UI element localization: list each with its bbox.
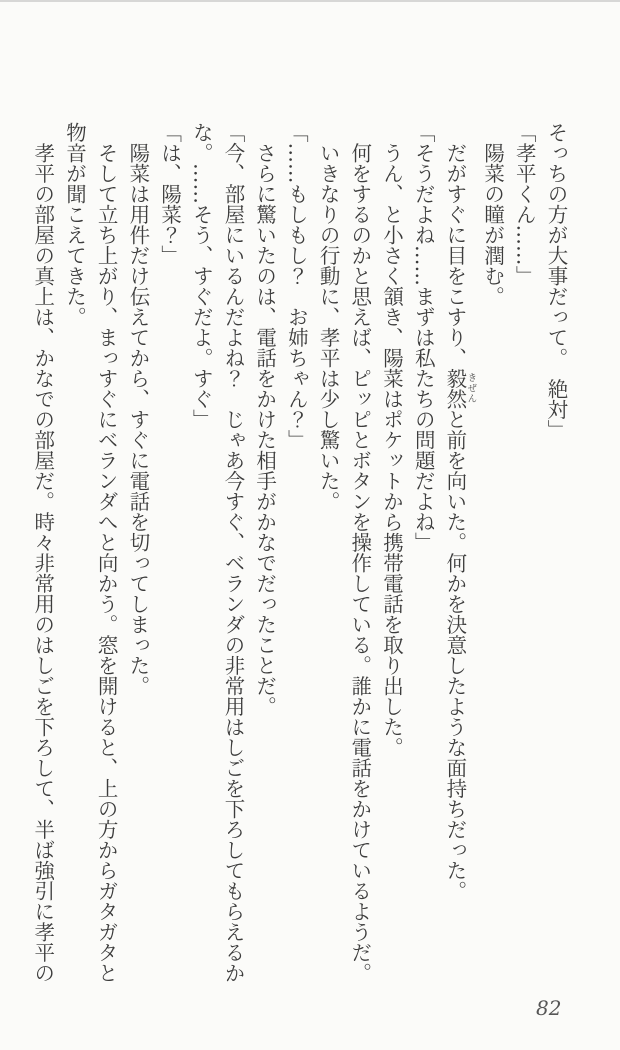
ruby-annotated-word: 毅然きぜん: [442, 368, 477, 409]
page-text: [31, 122, 571, 983]
paragraph: 「そうだよね……まずは私たちの問題だよね」: [411, 122, 436, 553]
paragraph: そして立ち上がり、まっすぐにベランダへと向かう。窓を開けると、上の方からガタガタと物音が聞こえてきた。: [62, 122, 119, 983]
paragraph: 「……もしもし？ お姉ちゃん？」: [284, 122, 309, 450]
paragraph: 「今、部屋にいるんだよね？ じゃあ今すぐ、ベランダの非常用はしごを下ろしてもらえるかな。……そう、すぐだよ。すぐ」: [189, 122, 245, 983]
paragraph: 何をするのかと思えば、ピッピとボタンを操作している。誰かに電話をかけているようだ。: [347, 122, 372, 983]
scan-edge: [0, 0, 620, 2]
paragraph: そっちの方が大事だって。 絶対」: [544, 122, 568, 440]
paragraph: 陽菜は用件だけ伝えてから、すぐに電話を切ってしまった。: [125, 122, 150, 696]
paragraph: 「は、陽菜？」: [157, 122, 182, 266]
paragraph: 「孝平くん……」: [512, 122, 537, 286]
page-number: 82: [536, 996, 562, 1020]
paragraph: 孝平の部屋の真上は、かなでの部屋だ。時々非常用のはしごを下ろして、半ば強引に孝平の: [30, 122, 55, 983]
paragraph: 陽菜の瞳が潤む。: [480, 122, 505, 307]
paragraph: うん、と小さく頷き、陽菜はポケットから携帯電話を取り出した。: [379, 122, 404, 758]
paragraph: いきなりの行動に、孝平は少し驚いた。: [316, 122, 341, 512]
paragraph: さらに驚いたのは、電話をかけた相手がかなでだったことだ。: [252, 122, 277, 717]
paragraph: だがすぐに目をこすり、毅然きぜんと前を向いた。何かを決意したような面持ちだった。: [442, 122, 477, 901]
furigana: きぜん: [465, 368, 477, 409]
